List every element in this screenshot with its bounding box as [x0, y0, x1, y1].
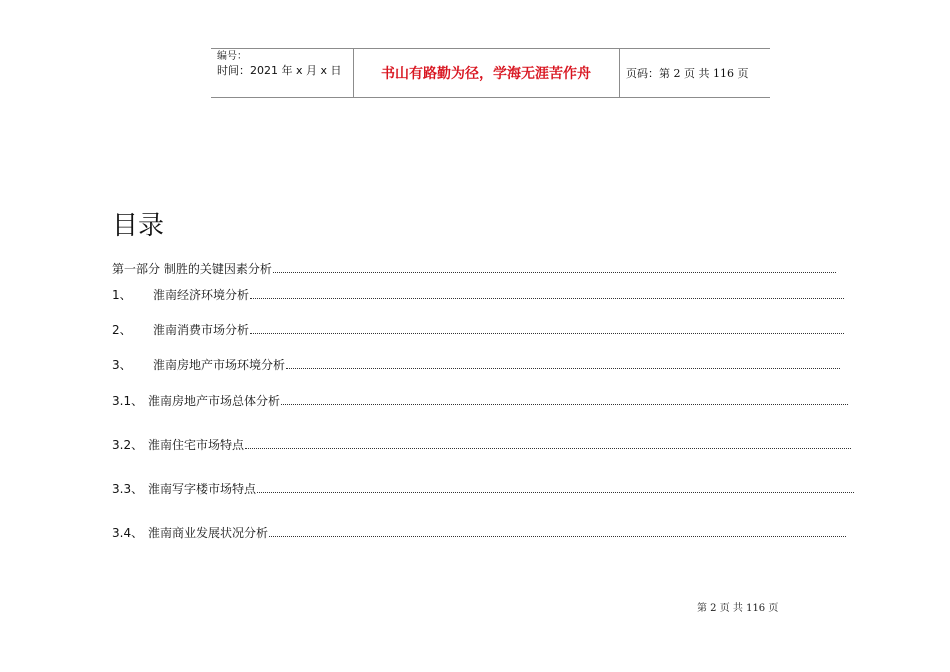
toc-dot-leader — [245, 437, 851, 449]
toc-dot-leader — [273, 261, 836, 273]
page-footer-number: 第 2 页 共 116 页 — [697, 603, 779, 614]
toc-entry-3-3[interactable] — [112, 481, 854, 497]
toc-dot-leader — [257, 481, 854, 493]
toc-dot-leader — [250, 322, 844, 334]
toc-entry-2[interactable] — [112, 322, 844, 338]
document-code-label: 编号： — [217, 51, 247, 62]
header-motto: 书山有路勤为径，学海无涯苦作舟 — [381, 66, 591, 82]
toc-entry-label: 淮南房地产市场环境分析 — [153, 358, 286, 372]
toc-entry-label: 淮南写字楼市场特点 — [148, 482, 257, 496]
header-page-number: 页码：第 2 页 共 116 页 — [626, 67, 749, 80]
toc-entry-part-one[interactable] — [112, 261, 836, 277]
toc-dot-leader — [286, 357, 840, 369]
toc-entry-label: 淮南房地产市场总体分析 — [148, 394, 281, 408]
toc-entry-3-4[interactable] — [112, 525, 846, 541]
toc-entry-3[interactable] — [112, 357, 840, 373]
toc-title: 目录 — [112, 211, 165, 241]
toc-entry-number: 2、 — [112, 323, 132, 337]
toc-entry-label: 淮南经济环境分析 — [153, 288, 250, 302]
toc-entry-label: 淮南消费市场分析 — [153, 323, 250, 337]
header-motto-cell — [353, 49, 620, 97]
toc-entry-3-1[interactable] — [112, 393, 848, 409]
toc-entry-number: 3.4、 — [112, 526, 144, 540]
toc-entry-label: 淮南商业发展状况分析 — [148, 526, 269, 540]
toc-entry-number: 3.3、 — [112, 482, 144, 496]
toc-dot-leader — [269, 525, 846, 537]
toc-entry-1[interactable] — [112, 287, 844, 303]
toc-entry-number: 3、 — [112, 358, 132, 372]
toc-dot-leader — [250, 287, 844, 299]
toc-entry-number: 3.1、 — [112, 394, 144, 408]
header-page-cell — [620, 49, 770, 97]
toc-entry-label: 淮南住宅市场特点 — [148, 438, 245, 452]
toc-entry-number: 3.2、 — [112, 438, 144, 452]
toc-entry-number: 1、 — [112, 288, 132, 302]
document-time-label: 时间：2021 年 x 月 x 日 — [217, 64, 342, 77]
toc-dot-leader — [281, 393, 848, 405]
toc-entry-3-2[interactable] — [112, 437, 851, 453]
header-info-cell — [211, 49, 354, 97]
page-header — [211, 48, 770, 98]
toc-entry-label: 第一部分 制胜的关键因素分析 — [112, 262, 272, 276]
